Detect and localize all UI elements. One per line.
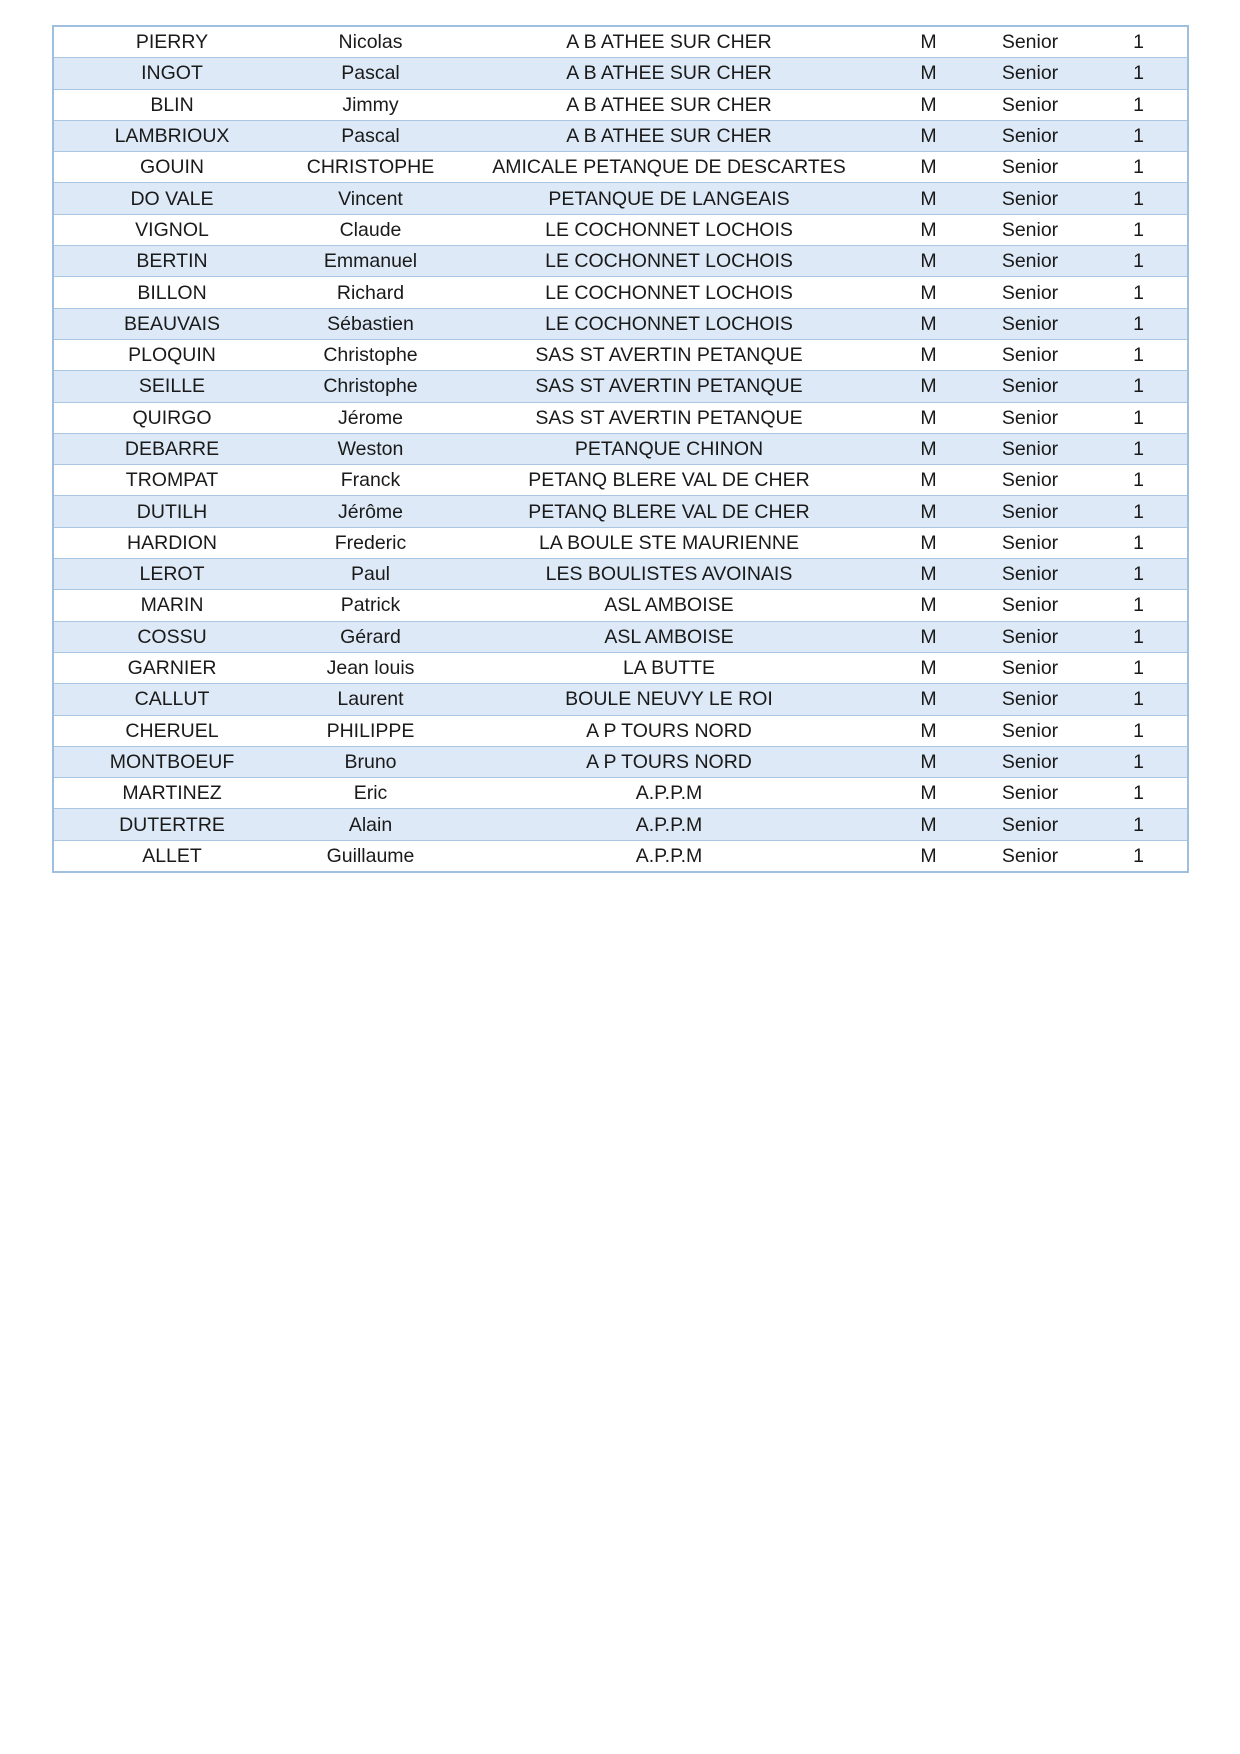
gender-cell: M — [887, 621, 970, 652]
category-cell: Senior — [970, 652, 1090, 683]
last-name-cell: PIERRY — [53, 26, 290, 58]
last-name-cell: TROMPAT — [53, 465, 290, 496]
last-name-cell: MARTINEZ — [53, 778, 290, 809]
first-name-cell: Paul — [290, 559, 451, 590]
club-cell: LA BUTTE — [451, 652, 887, 683]
last-name-cell: LAMBRIOUX — [53, 120, 290, 151]
last-name-cell: BLIN — [53, 89, 290, 120]
last-name-cell: GARNIER — [53, 652, 290, 683]
points-cell: 1 — [1090, 152, 1188, 183]
points-cell: 1 — [1090, 183, 1188, 214]
category-cell: Senior — [970, 809, 1090, 840]
table-row — [53, 465, 1188, 496]
category-cell: Senior — [970, 89, 1090, 120]
category-cell: Senior — [970, 371, 1090, 402]
club-cell: LE COCHONNET LOCHOIS — [451, 214, 887, 245]
category-cell: Senior — [970, 308, 1090, 339]
gender-cell: M — [887, 308, 970, 339]
category-cell: Senior — [970, 778, 1090, 809]
points-cell: 1 — [1090, 590, 1188, 621]
points-cell: 1 — [1090, 308, 1188, 339]
table-row — [53, 527, 1188, 558]
club-cell: A B ATHEE SUR CHER — [451, 58, 887, 89]
club-cell: LE COCHONNET LOCHOIS — [451, 246, 887, 277]
gender-cell: M — [887, 778, 970, 809]
first-name-cell: CHRISTOPHE — [290, 152, 451, 183]
gender-cell: M — [887, 58, 970, 89]
table-row — [53, 684, 1188, 715]
gender-cell: M — [887, 746, 970, 777]
category-cell: Senior — [970, 621, 1090, 652]
club-cell: PETANQUE DE LANGEAIS — [451, 183, 887, 214]
points-cell: 1 — [1090, 120, 1188, 151]
club-cell: A B ATHEE SUR CHER — [451, 120, 887, 151]
last-name-cell: MONTBOEUF — [53, 746, 290, 777]
category-cell: Senior — [970, 840, 1090, 872]
points-cell: 1 — [1090, 809, 1188, 840]
table-row — [53, 715, 1188, 746]
category-cell: Senior — [970, 339, 1090, 370]
points-cell: 1 — [1090, 652, 1188, 683]
gender-cell: M — [887, 214, 970, 245]
last-name-cell: DUTILH — [53, 496, 290, 527]
last-name-cell: DO VALE — [53, 183, 290, 214]
last-name-cell: LEROT — [53, 559, 290, 590]
first-name-cell: Nicolas — [290, 26, 451, 58]
gender-cell: M — [887, 371, 970, 402]
table-row — [53, 371, 1188, 402]
first-name-cell: Pascal — [290, 58, 451, 89]
first-name-cell: Sébastien — [290, 308, 451, 339]
gender-cell: M — [887, 339, 970, 370]
first-name-cell: Claude — [290, 214, 451, 245]
table-row — [53, 402, 1188, 433]
points-cell: 1 — [1090, 246, 1188, 277]
points-cell: 1 — [1090, 496, 1188, 527]
table-row — [53, 496, 1188, 527]
points-cell: 1 — [1090, 277, 1188, 308]
table-row — [53, 58, 1188, 89]
gender-cell: M — [887, 277, 970, 308]
points-cell: 1 — [1090, 621, 1188, 652]
club-cell: BOULE NEUVY LE ROI — [451, 684, 887, 715]
table-row — [53, 89, 1188, 120]
gender-cell: M — [887, 152, 970, 183]
table-row — [53, 246, 1188, 277]
table-row — [53, 778, 1188, 809]
last-name-cell: PLOQUIN — [53, 339, 290, 370]
gender-cell: M — [887, 527, 970, 558]
last-name-cell: DEBARRE — [53, 433, 290, 464]
first-name-cell: Patrick — [290, 590, 451, 621]
points-cell: 1 — [1090, 684, 1188, 715]
category-cell: Senior — [970, 402, 1090, 433]
points-cell: 1 — [1090, 433, 1188, 464]
club-cell: A P TOURS NORD — [451, 715, 887, 746]
gender-cell: M — [887, 402, 970, 433]
category-cell: Senior — [970, 746, 1090, 777]
club-cell: LA BOULE STE MAURIENNE — [451, 527, 887, 558]
table-row — [53, 621, 1188, 652]
last-name-cell: ALLET — [53, 840, 290, 872]
club-cell: ASL AMBOISE — [451, 590, 887, 621]
first-name-cell: Weston — [290, 433, 451, 464]
first-name-cell: Jérôme — [290, 496, 451, 527]
gender-cell: M — [887, 120, 970, 151]
last-name-cell: MARIN — [53, 590, 290, 621]
table-row — [53, 590, 1188, 621]
gender-cell: M — [887, 496, 970, 527]
gender-cell: M — [887, 590, 970, 621]
gender-cell: M — [887, 246, 970, 277]
last-name-cell: CALLUT — [53, 684, 290, 715]
last-name-cell: BERTIN — [53, 246, 290, 277]
last-name-cell: CHERUEL — [53, 715, 290, 746]
first-name-cell: Gérard — [290, 621, 451, 652]
category-cell: Senior — [970, 120, 1090, 151]
category-cell: Senior — [970, 214, 1090, 245]
club-cell: LES BOULISTES AVOINAIS — [451, 559, 887, 590]
last-name-cell: HARDION — [53, 527, 290, 558]
points-cell: 1 — [1090, 559, 1188, 590]
club-cell: AMICALE PETANQUE DE DESCARTES — [451, 152, 887, 183]
gender-cell: M — [887, 183, 970, 214]
first-name-cell: Christophe — [290, 371, 451, 402]
last-name-cell: INGOT — [53, 58, 290, 89]
gender-cell: M — [887, 652, 970, 683]
gender-cell: M — [887, 465, 970, 496]
points-cell: 1 — [1090, 214, 1188, 245]
points-cell: 1 — [1090, 89, 1188, 120]
category-cell: Senior — [970, 559, 1090, 590]
category-cell: Senior — [970, 26, 1090, 58]
last-name-cell: VIGNOL — [53, 214, 290, 245]
club-cell: PETANQ BLERE VAL DE CHER — [451, 465, 887, 496]
table-row — [53, 26, 1188, 58]
category-cell: Senior — [970, 246, 1090, 277]
table-row — [53, 652, 1188, 683]
club-cell: LE COCHONNET LOCHOIS — [451, 308, 887, 339]
table-row — [53, 433, 1188, 464]
category-cell: Senior — [970, 277, 1090, 308]
first-name-cell: Jimmy — [290, 89, 451, 120]
first-name-cell: Laurent — [290, 684, 451, 715]
table-row — [53, 308, 1188, 339]
category-cell: Senior — [970, 527, 1090, 558]
gender-cell: M — [887, 684, 970, 715]
category-cell: Senior — [970, 684, 1090, 715]
club-cell: A B ATHEE SUR CHER — [451, 26, 887, 58]
last-name-cell: BILLON — [53, 277, 290, 308]
table-row — [53, 183, 1188, 214]
category-cell: Senior — [970, 58, 1090, 89]
category-cell: Senior — [970, 496, 1090, 527]
last-name-cell: QUIRGO — [53, 402, 290, 433]
club-cell: SAS ST AVERTIN PETANQUE — [451, 339, 887, 370]
points-cell: 1 — [1090, 339, 1188, 370]
players-table — [52, 25, 1189, 873]
gender-cell: M — [887, 433, 970, 464]
first-name-cell: Alain — [290, 809, 451, 840]
first-name-cell: Jean louis — [290, 652, 451, 683]
table-row — [53, 809, 1188, 840]
last-name-cell: COSSU — [53, 621, 290, 652]
first-name-cell: Jérome — [290, 402, 451, 433]
points-cell: 1 — [1090, 778, 1188, 809]
table-row — [53, 840, 1188, 872]
players-table-body — [53, 26, 1188, 872]
points-cell: 1 — [1090, 402, 1188, 433]
first-name-cell: Bruno — [290, 746, 451, 777]
first-name-cell: PHILIPPE — [290, 715, 451, 746]
category-cell: Senior — [970, 465, 1090, 496]
last-name-cell: DUTERTRE — [53, 809, 290, 840]
gender-cell: M — [887, 840, 970, 872]
points-cell: 1 — [1090, 527, 1188, 558]
club-cell: ASL AMBOISE — [451, 621, 887, 652]
points-cell: 1 — [1090, 840, 1188, 872]
first-name-cell: Pascal — [290, 120, 451, 151]
club-cell: A P TOURS NORD — [451, 746, 887, 777]
club-cell: A.P.P.M — [451, 840, 887, 872]
first-name-cell: Frederic — [290, 527, 451, 558]
category-cell: Senior — [970, 715, 1090, 746]
first-name-cell: Christophe — [290, 339, 451, 370]
first-name-cell: Guillaume — [290, 840, 451, 872]
category-cell: Senior — [970, 433, 1090, 464]
points-cell: 1 — [1090, 371, 1188, 402]
last-name-cell: GOUIN — [53, 152, 290, 183]
club-cell: PETANQUE CHINON — [451, 433, 887, 464]
table-row — [53, 746, 1188, 777]
gender-cell: M — [887, 26, 970, 58]
document-page — [52, 25, 1187, 873]
club-cell: A.P.P.M — [451, 809, 887, 840]
table-row — [53, 277, 1188, 308]
first-name-cell: Richard — [290, 277, 451, 308]
points-cell: 1 — [1090, 26, 1188, 58]
table-row — [53, 152, 1188, 183]
category-cell: Senior — [970, 183, 1090, 214]
club-cell: PETANQ BLERE VAL DE CHER — [451, 496, 887, 527]
table-row — [53, 559, 1188, 590]
points-cell: 1 — [1090, 715, 1188, 746]
gender-cell: M — [887, 715, 970, 746]
table-row — [53, 339, 1188, 370]
club-cell: A.P.P.M — [451, 778, 887, 809]
first-name-cell: Eric — [290, 778, 451, 809]
category-cell: Senior — [970, 590, 1090, 621]
table-row — [53, 120, 1188, 151]
last-name-cell: BEAUVAIS — [53, 308, 290, 339]
first-name-cell: Vincent — [290, 183, 451, 214]
points-cell: 1 — [1090, 58, 1188, 89]
last-name-cell: SEILLE — [53, 371, 290, 402]
points-cell: 1 — [1090, 746, 1188, 777]
points-cell: 1 — [1090, 465, 1188, 496]
first-name-cell: Franck — [290, 465, 451, 496]
club-cell: LE COCHONNET LOCHOIS — [451, 277, 887, 308]
table-row — [53, 214, 1188, 245]
gender-cell: M — [887, 809, 970, 840]
club-cell: A B ATHEE SUR CHER — [451, 89, 887, 120]
category-cell: Senior — [970, 152, 1090, 183]
gender-cell: M — [887, 559, 970, 590]
club-cell: SAS ST AVERTIN PETANQUE — [451, 371, 887, 402]
gender-cell: M — [887, 89, 970, 120]
first-name-cell: Emmanuel — [290, 246, 451, 277]
club-cell: SAS ST AVERTIN PETANQUE — [451, 402, 887, 433]
